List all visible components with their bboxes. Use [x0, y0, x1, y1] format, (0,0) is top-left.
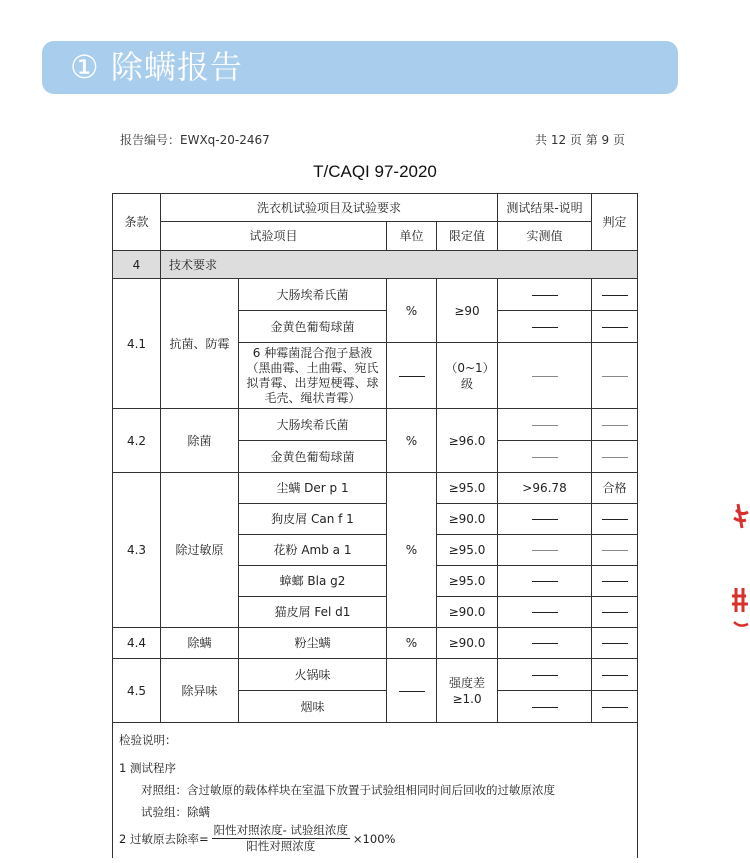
- verdict-cell: [592, 691, 638, 723]
- section-title: 技术要求: [161, 251, 638, 279]
- verdict-cell: [592, 279, 638, 311]
- table-row: [113, 279, 638, 311]
- category-cell: 除螨: [161, 628, 239, 659]
- item-cell: 火锅味: [239, 659, 387, 691]
- dash-mark: [602, 675, 628, 676]
- item-cell: 尘螨 Der p 1: [239, 473, 387, 504]
- page-indicator: 共 12 页 第 9 页: [535, 133, 625, 147]
- dash-mark: [602, 612, 628, 613]
- dash-mark: [602, 327, 628, 328]
- notes-line-2: 对照组：含过敏原的载体样块在室温下放置于试验组相同时间后回收的过敏原浓度: [141, 783, 555, 797]
- measured-cell: >96.78: [498, 473, 592, 504]
- unit-cell: %: [387, 628, 437, 659]
- measured-cell: [498, 597, 592, 628]
- item-cell: 粉尘螨: [239, 628, 387, 659]
- measured-cell: [498, 409, 592, 441]
- item-cell: 猫皮屑 Fel d1: [239, 597, 387, 628]
- dash-mark: [532, 376, 558, 377]
- limit-cell: ≥95.0: [437, 473, 498, 504]
- limit-cell: ≥95.0: [437, 566, 498, 597]
- table-row: [113, 628, 638, 659]
- verdict-cell: [592, 409, 638, 441]
- limit-cell: ≥90.0: [437, 504, 498, 535]
- dash-mark: [399, 691, 425, 692]
- inspection-notes: [113, 723, 638, 859]
- measured-cell: [498, 343, 592, 409]
- verdict-cell: [592, 566, 638, 597]
- dash-mark: [532, 327, 558, 328]
- formula-suffix: ×100%: [352, 831, 396, 846]
- measured-cell: [498, 504, 592, 535]
- header-row-1: [113, 194, 638, 222]
- unit-cell: [387, 659, 437, 723]
- dash-mark: [532, 581, 558, 582]
- notes-line-3: 试验组：除螨: [141, 805, 210, 819]
- verdict-cell: 合格: [592, 473, 638, 504]
- verdict-cell: [592, 343, 638, 409]
- dash-mark: [602, 550, 628, 551]
- unit-cell: %: [387, 409, 437, 473]
- dash-mark: [532, 643, 558, 644]
- clause-cell: 4.4: [113, 628, 161, 659]
- clause-cell: 4.2: [113, 409, 161, 473]
- item-cell: 狗皮屑 Can f 1: [239, 504, 387, 535]
- header-group: 洗衣机试验项目及试验要求: [161, 194, 498, 222]
- header-row-2: [113, 222, 638, 251]
- item-cell: 金黄色葡萄球菌: [239, 311, 387, 343]
- notes-line-1: 1 测试程序: [119, 761, 176, 775]
- notes-title: 检验说明：: [119, 733, 177, 747]
- limit-cell: ≥90: [437, 279, 498, 343]
- section-row: [113, 251, 638, 279]
- dash-mark: [532, 612, 558, 613]
- dash-mark: [602, 643, 628, 644]
- table-row: [113, 473, 638, 504]
- unit-cell: %: [387, 473, 437, 628]
- banner-title: ① 除螨报告: [70, 48, 243, 86]
- formula-fraction: [212, 823, 350, 854]
- verdict-cell: [592, 504, 638, 535]
- dash-mark: [532, 425, 558, 426]
- notes-row: [113, 723, 638, 859]
- category-cell: 抗菌、防霉: [161, 279, 239, 409]
- dash-mark: [602, 376, 628, 377]
- item-cell: 6 种霉菌混合孢子悬液（黑曲霉、土曲霉、宛氏拟青霉、出芽短梗霉、球毛壳、绳状青霉）: [239, 343, 387, 409]
- verdict-cell: [592, 535, 638, 566]
- report-number: 报告编号：EWXq-20-2467: [120, 133, 270, 147]
- dash-mark: [532, 550, 558, 551]
- dash-mark: [532, 295, 558, 296]
- verdict-cell: [592, 441, 638, 473]
- clause-cell: 4.5: [113, 659, 161, 723]
- dash-mark: [602, 581, 628, 582]
- header-verdict: 判定: [592, 194, 638, 251]
- item-cell: 大肠埃希氏菌: [239, 409, 387, 441]
- category-cell: 除菌: [161, 409, 239, 473]
- dash-mark: [602, 457, 628, 458]
- dash-mark: [399, 376, 425, 377]
- header-result-group: 测试结果-说明: [498, 194, 592, 222]
- formula-prefix: 2 过敏原去除率=: [119, 831, 209, 846]
- header-measured: 实测值: [498, 222, 592, 251]
- dash-mark: [532, 675, 558, 676]
- dash-mark: [602, 707, 628, 708]
- test-results-table: [112, 193, 638, 858]
- red-seal-stamp-fragment: [712, 488, 750, 648]
- verdict-cell: [592, 597, 638, 628]
- verdict-cell: [592, 659, 638, 691]
- limit-cell: 强度差 ≥1.0: [437, 659, 498, 723]
- limit-cell: ≥96.0: [437, 409, 498, 473]
- dash-mark: [602, 295, 628, 296]
- category-cell: 除过敏原: [161, 473, 239, 628]
- standard-code: T/CAQI 97-2020: [313, 162, 437, 181]
- dash-mark: [532, 519, 558, 520]
- header-clause: 条款: [113, 194, 161, 251]
- unit-cell: %: [387, 279, 437, 343]
- formula-denominator: 阳性对照浓度: [246, 839, 316, 853]
- item-cell: 金黄色葡萄球菌: [239, 441, 387, 473]
- limit-cell: （0~1）级: [437, 343, 498, 409]
- limit-cell: ≥90.0: [437, 628, 498, 659]
- category-cell: 除异味: [161, 659, 239, 723]
- limit-cell: ≥95.0: [437, 535, 498, 566]
- clause-cell: 4.3: [113, 473, 161, 628]
- item-cell: 烟味: [239, 691, 387, 723]
- dash-mark: [602, 519, 628, 520]
- clause-cell: 4.1: [113, 279, 161, 409]
- header-limit: 限定值: [437, 222, 498, 251]
- table-row: [113, 409, 638, 441]
- verdict-cell: [592, 628, 638, 659]
- dash-mark: [532, 707, 558, 708]
- table-row: [113, 659, 638, 691]
- measured-cell: [498, 691, 592, 723]
- measured-cell: [498, 311, 592, 343]
- dash-mark: [532, 457, 558, 458]
- unit-cell: [387, 343, 437, 409]
- formula-numerator: 阳性对照浓度- 试验组浓度: [213, 823, 348, 837]
- verdict-cell: [592, 311, 638, 343]
- measured-cell: [498, 535, 592, 566]
- header-unit: 单位: [387, 222, 437, 251]
- measured-cell: [498, 279, 592, 311]
- item-cell: 蟑螂 Bla g2: [239, 566, 387, 597]
- limit-cell: ≥90.0: [437, 597, 498, 628]
- removal-rate-formula: [119, 823, 395, 854]
- section-clause: 4: [113, 251, 161, 279]
- report-banner: [42, 41, 678, 94]
- measured-cell: [498, 441, 592, 473]
- header-item: 试验项目: [161, 222, 387, 251]
- item-cell: 大肠埃希氏菌: [239, 279, 387, 311]
- measured-cell: [498, 659, 592, 691]
- item-cell: 花粉 Amb a 1: [239, 535, 387, 566]
- measured-cell: [498, 566, 592, 597]
- measured-cell: [498, 628, 592, 659]
- dash-mark: [602, 425, 628, 426]
